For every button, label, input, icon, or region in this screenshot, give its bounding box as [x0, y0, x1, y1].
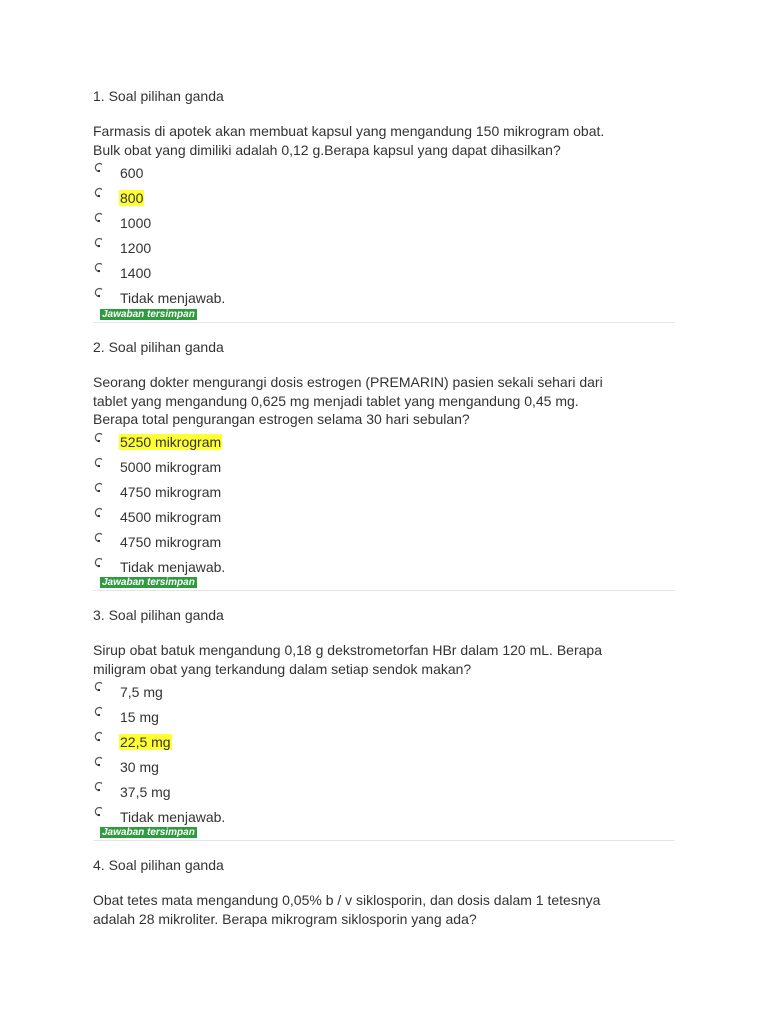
saved-badge: Jawaban tersimpan [102, 827, 195, 838]
radio-button-icon[interactable] [93, 431, 105, 445]
option-tidak-menjawab[interactable] [93, 285, 683, 310]
option-4500-mikrogram[interactable] [93, 505, 683, 530]
option-label: Tidak menjawab. [120, 289, 226, 306]
option-30-mg[interactable] [93, 754, 683, 779]
option-1000[interactable] [93, 210, 683, 235]
question-text-line: Berapa total pengurangan estrogen selama 30 hari sebulan? [93, 411, 470, 427]
option-label: 7,5 mg [120, 683, 163, 700]
option-label: 1000 [120, 214, 152, 231]
question-title: 3. Soal pilihan ganda [93, 607, 224, 623]
option-37-5-mg[interactable] [93, 779, 683, 804]
option-tidak-menjawab[interactable] [93, 555, 683, 580]
radio-button-icon[interactable] [93, 705, 105, 719]
question-text-line: Bulk obat yang dimiliki adalah 0,12 g.Berapa kapsul yang dapat dihasilkan? [93, 141, 561, 158]
option-15-mg[interactable] [93, 704, 683, 729]
option-label: 1200 [120, 239, 152, 256]
divider [93, 590, 675, 591]
divider [93, 840, 675, 841]
option-1400[interactable] [93, 260, 683, 285]
saved-badge: Jawaban tersimpan [102, 309, 195, 320]
option-label: 30 mg [120, 758, 159, 775]
option-label-highlighted: 800 [120, 189, 144, 206]
option-label: 37,5 mg [120, 783, 171, 800]
question-text-line: Seorang dokter mengurangi dosis estrogen (PREMARIN) pasien sekali sehari dari [93, 374, 603, 390]
option-label: 15 mg [120, 708, 159, 725]
question-3 [93, 607, 683, 829]
radio-button-icon[interactable] [93, 531, 105, 545]
option-4750-mikrogram[interactable] [93, 480, 683, 505]
radio-button-icon[interactable] [93, 805, 105, 819]
option-800[interactable] [93, 185, 683, 210]
option-label: 4750 mikrogram [120, 484, 222, 500]
radio-button-icon[interactable] [93, 456, 105, 470]
option-label: Tidak menjawab. [120, 808, 226, 825]
radio-button-icon[interactable] [93, 481, 105, 495]
option-7-5-mg[interactable] [93, 679, 683, 704]
question-text-line: Obat tetes mata mengandung 0,05% b / v siklosporin, dan dosis dalam 1 tetesnya [93, 892, 601, 908]
option-tidak-menjawab[interactable] [93, 804, 683, 829]
option-5000-mikrogram[interactable] [93, 455, 683, 480]
option-5250-mikrogram[interactable] [93, 430, 683, 455]
question-4 [93, 857, 683, 929]
radio-button-icon[interactable] [93, 780, 105, 794]
option-label: 5000 mikrogram [120, 459, 222, 475]
question-text-line: tablet yang mengandung 0,625 mg menjadi tablet yang mengandung 0,45 mg. [93, 392, 579, 409]
option-22-5-mg[interactable] [93, 729, 683, 754]
question-text-line: adalah 28 mikroliter. Berapa mikrogram siklosporin yang ada? [93, 910, 477, 927]
option-4750-mikrogram-2[interactable] [93, 530, 683, 555]
radio-button-icon[interactable] [93, 186, 105, 200]
radio-button-icon[interactable] [93, 161, 105, 175]
options-list [93, 430, 683, 580]
option-label-highlighted: 22,5 mg [120, 733, 171, 750]
question-title: 2. Soal pilihan ganda [93, 339, 224, 355]
option-label-highlighted: 5250 mikrogram [120, 434, 222, 450]
option-label: 1400 [120, 264, 152, 281]
question-text-line: Farmasis di apotek akan membuat kapsul yang mengandung 150 mikrogram obat. [93, 123, 605, 139]
option-label: 600 [120, 164, 144, 181]
question-2 [93, 339, 683, 580]
option-label: 4500 mikrogram [120, 509, 222, 525]
radio-button-icon[interactable] [93, 680, 105, 694]
question-title: 1. Soal pilihan ganda [93, 88, 224, 104]
divider [93, 322, 675, 323]
option-label: 4750 mikrogram [120, 534, 222, 550]
radio-button-icon[interactable] [93, 730, 105, 744]
option-600[interactable] [93, 160, 683, 185]
radio-button-icon[interactable] [93, 211, 105, 225]
saved-badge: Jawaban tersimpan [102, 577, 195, 588]
question-title: 4. Soal pilihan ganda [93, 857, 224, 873]
option-label: Tidak menjawab. [120, 559, 226, 575]
radio-button-icon[interactable] [93, 286, 105, 300]
radio-button-icon[interactable] [93, 506, 105, 520]
radio-button-icon[interactable] [93, 236, 105, 250]
question-text-line: Sirup obat batuk mengandung 0,18 g dekstrometorfan HBr dalam 120 mL. Berapa [93, 642, 602, 658]
option-1200[interactable] [93, 235, 683, 260]
radio-button-icon[interactable] [93, 755, 105, 769]
radio-button-icon[interactable] [93, 556, 105, 570]
question-text-line: miligram obat yang terkandung dalam setiap sendok makan? [93, 660, 472, 677]
options-list [93, 679, 683, 829]
radio-button-icon[interactable] [93, 261, 105, 275]
question-1 [93, 88, 683, 310]
options-list [93, 160, 683, 310]
